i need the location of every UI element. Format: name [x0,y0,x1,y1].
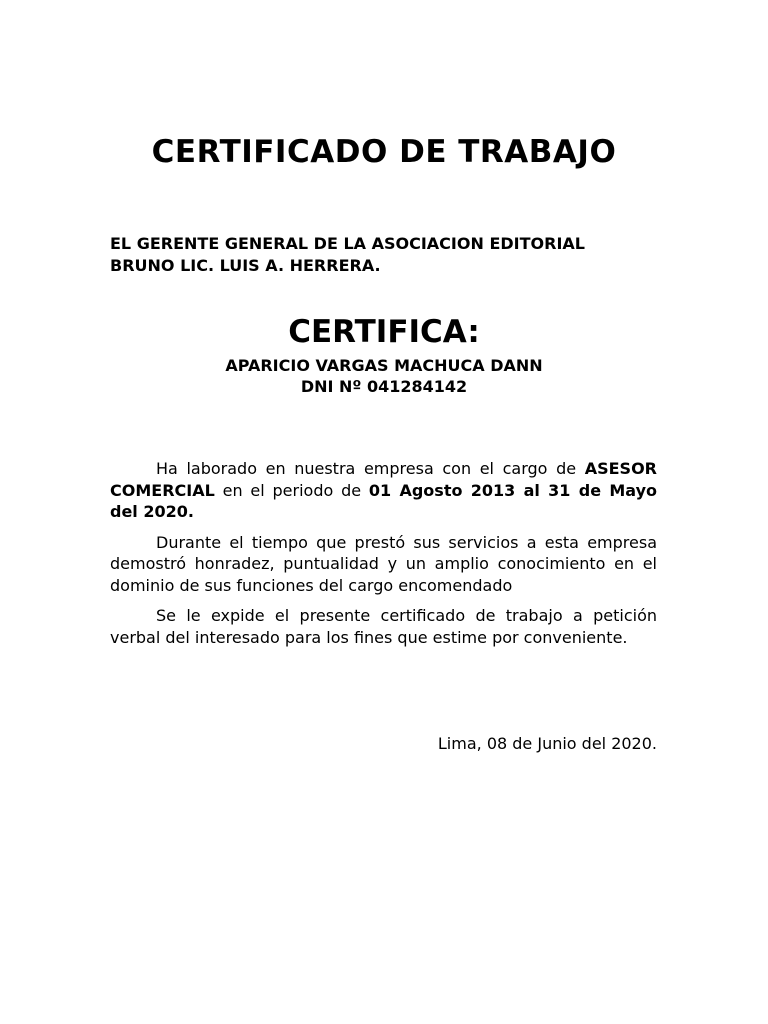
issuer-line-2: BRUNO LIC. LUIS A. HERRERA. [110,256,381,275]
employee-dni: DNI Nº 041284142 [300,377,468,396]
document-title: CERTIFICADO DE TRABAJO [151,134,617,170]
certifica-heading: CERTIFICA: [288,314,480,350]
issuer-block [110,233,670,277]
issuer-line-1: EL GERENTE GENERAL DE LA ASOCIACION EDITORIAL [110,234,585,253]
place-date: Lima, 08 de Junio del 2020. [437,734,657,753]
paragraph-issuance: Se le expide el presente certificado de trabajo a petición verbal del interesado para los fines que estime por conveniente. [110,606,657,647]
employee-name: APARICIO VARGAS MACHUCA DANN [225,356,543,375]
paragraph-conduct: Durante el tiempo que prestó sus servicios a esta empresa demostró honradez, puntualidad y un amplio conocimiento en el dominio de sus funciones del cargo encomendado [110,532,657,595]
employment-period: 01 Agosto 2013 al 31 de Mayo del 2020. [110,480,657,521]
employee-block [0,355,768,397]
employee-position: ASESOR COMERCIAL [110,459,657,500]
paragraph-employment-text-a: Ha laborado en nuestra empresa con el cargo de [156,459,585,478]
paragraph-employment-text-b: en el periodo de [214,480,369,500]
certificate-body [110,458,657,657]
paragraph-employment [110,458,657,523]
